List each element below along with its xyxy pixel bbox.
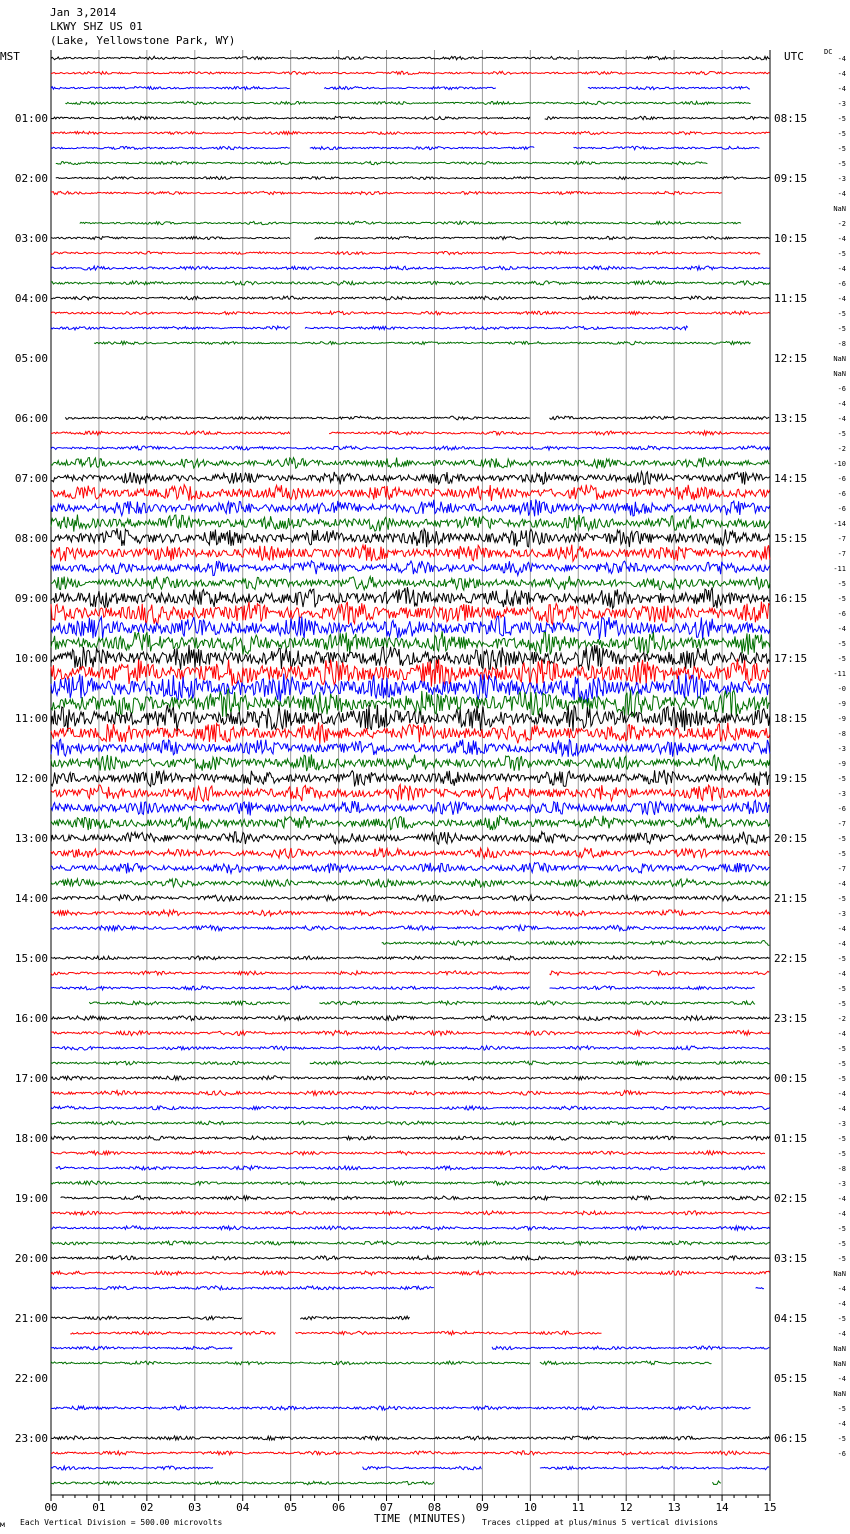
dc-offset-label: -4 — [837, 295, 846, 303]
seismic-trace — [51, 431, 290, 435]
dc-offset-label: -9 — [837, 700, 846, 708]
seismic-trace — [51, 1346, 232, 1349]
x-tick-label: 02 — [140, 1501, 154, 1514]
dc-offset-label: -2 — [837, 445, 846, 453]
hour-label-utc: 05:15 — [774, 1372, 808, 1385]
seismic-trace — [51, 1181, 770, 1185]
seismic-trace — [51, 863, 770, 874]
x-tick-label: 12 — [619, 1501, 633, 1514]
dc-offset-label: -4 — [837, 415, 846, 423]
seismic-trace — [51, 1046, 770, 1050]
hour-label-mst: 11:00 — [14, 712, 48, 725]
seismic-trace — [51, 86, 290, 89]
dc-offset-label: -4 — [837, 70, 846, 78]
seismic-trace — [51, 1151, 765, 1155]
hour-label-utc: 06:15 — [774, 1432, 808, 1445]
seismic-trace — [51, 739, 770, 756]
hour-label-mst: 03:00 — [14, 232, 48, 245]
dc-offset-label: -5 — [837, 640, 846, 648]
dc-offset-label: NaN — [833, 1345, 846, 1353]
seismic-trace — [65, 416, 529, 420]
hour-label-utc: 02:15 — [774, 1192, 808, 1205]
dc-offset-label: NaN — [833, 1390, 846, 1398]
hour-label-utc: 22:15 — [774, 952, 808, 965]
seismic-trace — [51, 458, 770, 469]
seismic-trace — [756, 1288, 764, 1289]
seismic-trace — [51, 1406, 751, 1410]
x-axis-title: TIME (MINUTES) — [374, 1512, 467, 1525]
seismic-trace — [51, 1451, 770, 1455]
seismic-trace — [51, 722, 770, 743]
dc-offset-label: -4 — [837, 1105, 846, 1113]
seismic-trace — [51, 754, 770, 771]
seismic-trace — [51, 236, 290, 239]
seismic-trace — [51, 1121, 770, 1125]
dc-offset-label: -5 — [837, 1150, 846, 1158]
hour-label-utc: 14:15 — [774, 472, 808, 485]
dc-offset-label: -5 — [837, 1000, 846, 1008]
hour-label-mst: 21:00 — [14, 1312, 48, 1325]
seismic-trace — [70, 1331, 275, 1335]
dc-offset-label: -4 — [837, 1420, 846, 1428]
hour-label-mst: 01:00 — [14, 112, 48, 125]
seismic-trace — [315, 236, 770, 239]
hour-label-mst: 19:00 — [14, 1192, 48, 1205]
dc-offset-label: -4 — [837, 1090, 846, 1098]
seismic-trace — [550, 416, 770, 420]
seismic-trace — [492, 1346, 769, 1350]
dc-offset-label: -5 — [837, 130, 846, 138]
hour-label-utc: 12:15 — [774, 352, 808, 365]
dc-offset-label: -8 — [837, 730, 846, 738]
hour-label-utc: 19:15 — [774, 772, 808, 785]
dc-offset-label: -5 — [837, 160, 846, 168]
x-tick-label: 06 — [331, 1501, 346, 1514]
seismic-trace — [51, 1211, 770, 1215]
hour-label-utc: 16:15 — [774, 592, 808, 605]
seismic-trace — [51, 472, 770, 485]
dc-offset-label: -3 — [837, 1120, 846, 1128]
hour-label-utc: 03:15 — [774, 1252, 808, 1265]
dc-offset-label: -0 — [837, 685, 846, 693]
hour-label-utc: 17:15 — [774, 652, 808, 665]
seismic-trace — [51, 616, 770, 640]
dc-offset-label: -4 — [837, 970, 846, 978]
dc-offset-label: -5 — [837, 430, 846, 438]
dc-offset-label: -5 — [837, 1225, 846, 1233]
dc-offset-label: -3 — [837, 100, 846, 108]
seismic-trace — [51, 266, 770, 270]
seismic-trace — [310, 1061, 770, 1065]
hour-label-utc: 10:15 — [774, 232, 808, 245]
dc-offset-label: -5 — [837, 835, 846, 843]
hour-label-mst: 15:00 — [14, 952, 48, 965]
dc-offset-label: -5 — [837, 1255, 846, 1263]
seismic-trace — [51, 879, 770, 888]
dc-offset-label: -3 — [837, 175, 846, 183]
hour-label-mst: 06:00 — [14, 412, 48, 425]
hour-label-mst: 08:00 — [14, 532, 48, 545]
hour-label-utc: 23:15 — [774, 1012, 808, 1025]
seismic-trace — [329, 431, 769, 435]
seismic-trace — [51, 576, 770, 590]
seismic-trace — [51, 602, 770, 625]
dc-offset-label: -5 — [837, 985, 846, 993]
hour-label-mst: 10:00 — [14, 652, 48, 665]
hour-label-mst: 02:00 — [14, 172, 48, 185]
seismic-trace — [51, 1136, 770, 1140]
chart-date: Jan 3,2014 — [50, 6, 117, 19]
dc-offset-label: -3 — [837, 745, 846, 753]
dc-offset-label: NaN — [833, 355, 846, 363]
station-location: (Lake, Yellowstone Park, WY) — [50, 34, 236, 47]
x-tick-label: 04 — [236, 1501, 250, 1514]
seismic-trace — [51, 956, 770, 960]
dc-offset-label: -7 — [837, 865, 846, 873]
dc-offset-label: -5 — [837, 655, 846, 663]
dc-offset-label: -7 — [837, 820, 846, 828]
seismic-trace — [51, 311, 770, 315]
dc-offset-label: -6 — [837, 475, 846, 483]
dc-offset-label: -5 — [837, 775, 846, 783]
hour-label-mst: 17:00 — [14, 1072, 48, 1085]
seismic-trace — [89, 1001, 289, 1005]
seismic-trace — [550, 971, 770, 975]
seismic-trace — [51, 645, 770, 671]
dc-offset-label: -4 — [837, 1300, 846, 1308]
seismic-trace — [51, 499, 770, 516]
hour-label-mst: 09:00 — [14, 592, 48, 605]
dc-offset-label: -5 — [837, 310, 846, 318]
hour-label-utc: 04:15 — [774, 1312, 808, 1325]
x-tick-label: 00 — [44, 1501, 58, 1514]
seismic-trace — [51, 1061, 290, 1065]
seismic-trace — [324, 86, 496, 89]
dc-offset-label: -6 — [837, 490, 846, 498]
dc-offset-label: -4 — [837, 190, 846, 198]
dc-offset-label: -4 — [837, 940, 846, 948]
seismic-trace — [51, 1076, 770, 1080]
dc-offset-label: -5 — [837, 250, 846, 258]
dc-offset-label: NaN — [833, 205, 846, 213]
dc-offset-label: -5 — [837, 325, 846, 333]
seismic-trace — [319, 1001, 755, 1005]
seismic-trace — [382, 941, 770, 946]
seismic-trace — [51, 56, 770, 59]
dc-offset-label: -11 — [833, 670, 846, 678]
dc-offset-label: -6 — [837, 1450, 846, 1458]
seismic-trace — [51, 131, 770, 134]
seismic-trace — [61, 1196, 770, 1200]
seismic-trace — [51, 815, 770, 830]
dc-offset-label: -6 — [837, 385, 846, 393]
seismic-trace — [51, 1256, 770, 1260]
dc-offset-label: -4 — [837, 1375, 846, 1383]
x-tick-label: 10 — [523, 1501, 537, 1514]
hour-label-mst: 13:00 — [14, 832, 48, 845]
seismic-trace — [310, 147, 534, 150]
dc-offset-label: -5 — [837, 1240, 846, 1248]
dc-offset-label: -2 — [837, 220, 846, 228]
seismic-trace — [574, 146, 760, 149]
dc-offset-label: -3 — [837, 910, 846, 918]
vertical-scale-note: Each Vertical Division = 500.00 microvolts — [20, 1518, 223, 1527]
seismic-trace — [51, 784, 770, 801]
seismic-trace — [51, 800, 770, 815]
hour-label-utc: 18:15 — [774, 712, 808, 725]
dc-offset-label: -4 — [837, 85, 846, 93]
hour-label-mst: 05:00 — [14, 352, 48, 365]
left-timezone-label: MST — [0, 50, 20, 63]
seismic-trace — [51, 326, 290, 330]
dc-offset-label: -5 — [837, 1075, 846, 1083]
dc-offset-label: -8 — [837, 1165, 846, 1173]
x-tick-label: 07 — [379, 1501, 394, 1514]
x-tick-label: 13 — [667, 1501, 681, 1514]
dc-offset-label: -5 — [837, 850, 846, 858]
dc-offset-label: -5 — [837, 1060, 846, 1068]
hour-label-mst: 20:00 — [14, 1252, 48, 1265]
hour-label-mst: 18:00 — [14, 1132, 48, 1145]
seismic-trace — [51, 545, 770, 562]
dc-offset-label: -5 — [837, 1135, 846, 1143]
dc-offset-label: -5 — [837, 955, 846, 963]
hour-label-utc: 21:15 — [774, 892, 808, 905]
dc-offset-label: -9 — [837, 715, 846, 723]
seismic-trace — [51, 1031, 770, 1036]
hour-label-mst: 22:00 — [14, 1372, 48, 1385]
seismic-trace — [51, 561, 770, 576]
seismic-trace — [51, 848, 770, 858]
seismic-trace — [80, 221, 741, 224]
seismic-trace — [51, 485, 770, 501]
dc-offset-label: -6 — [837, 610, 846, 618]
x-tick-label: 03 — [188, 1501, 202, 1514]
seismic-trace — [51, 925, 765, 931]
hour-label-utc: 20:15 — [774, 832, 808, 845]
dc-offset-label: -4 — [837, 235, 846, 243]
seismic-trace — [51, 1091, 770, 1096]
seismic-trace — [588, 87, 750, 90]
hour-label-utc: 00:15 — [774, 1072, 808, 1085]
seismic-trace — [363, 1466, 482, 1469]
seismic-trace — [51, 770, 770, 787]
clip-note: Traces clipped at plus/minus 5 vertical divisions — [482, 1518, 719, 1527]
hour-label-utc: 11:15 — [774, 292, 808, 305]
dc-offset-label: -5 — [837, 145, 846, 153]
dc-label: DC — [824, 48, 833, 56]
hour-label-utc: 13:15 — [774, 412, 808, 425]
dc-offset-label: -11 — [833, 565, 846, 573]
dc-offset-label: -6 — [837, 280, 846, 288]
dc-offset-label: -4 — [837, 925, 846, 933]
dc-offset-label: NaN — [833, 1270, 846, 1278]
seismic-trace — [51, 587, 770, 608]
seismic-trace — [51, 1271, 770, 1275]
seismic-trace — [51, 528, 770, 547]
dc-offset-label: -4 — [837, 55, 846, 63]
hour-label-utc: 09:15 — [774, 172, 808, 185]
dc-offset-label: -4 — [837, 400, 846, 408]
hour-label-mst: 12:00 — [14, 772, 48, 785]
seismic-trace — [300, 1316, 409, 1320]
dc-offset-label: -6 — [837, 805, 846, 813]
dc-offset-label: -4 — [837, 1030, 846, 1038]
seismic-trace — [94, 341, 750, 345]
seismic-trace — [51, 832, 770, 845]
dc-offset-label: -4 — [837, 265, 846, 273]
x-tick-label: 14 — [715, 1501, 729, 1514]
x-tick-label: 05 — [284, 1501, 298, 1514]
dc-offset-label: NaN — [833, 1360, 846, 1368]
station-code: LKWY SHZ US 01 — [50, 20, 143, 33]
dc-offset-label: -5 — [837, 580, 846, 588]
dc-offset-label: -4 — [837, 880, 846, 888]
seismic-trace — [296, 1331, 602, 1335]
dc-offset-label: -4 — [837, 625, 846, 633]
hour-label-utc: 08:15 — [774, 112, 808, 125]
hour-label-mst: 23:00 — [14, 1432, 48, 1445]
x-tick-label: 09 — [475, 1501, 490, 1514]
seismic-trace — [51, 1106, 770, 1110]
footer-mark: м — [0, 1520, 5, 1529]
x-tick-label: 15 — [763, 1501, 777, 1514]
dc-offset-label: -5 — [837, 1045, 846, 1053]
seismic-trace — [51, 1466, 213, 1470]
dc-offset-label: -5 — [837, 895, 846, 903]
seismic-trace — [51, 705, 770, 732]
hour-label-utc: 15:15 — [774, 532, 808, 545]
x-tick-label: 08 — [427, 1501, 442, 1514]
dc-offset-label: -3 — [837, 1180, 846, 1188]
dc-offset-label: -2 — [837, 1015, 846, 1023]
dc-offset-label: -4 — [837, 1330, 846, 1338]
seismic-trace — [51, 1241, 770, 1245]
dc-offset-label: -10 — [833, 460, 846, 468]
dc-offset-label: -5 — [837, 1315, 846, 1323]
dc-offset-label: -5 — [837, 1435, 846, 1443]
hour-label-utc: 01:15 — [774, 1132, 808, 1145]
dc-offset-label: -3 — [837, 790, 846, 798]
dc-offset-label: -7 — [837, 535, 846, 543]
dc-offset-label: NaN — [833, 370, 846, 378]
seismic-trace — [65, 101, 750, 104]
seismic-trace — [713, 1481, 721, 1485]
seismic-trace — [305, 326, 688, 330]
seismic-trace — [51, 1016, 770, 1021]
dc-offset-label: -9 — [837, 760, 846, 768]
dc-offset-label: -4 — [837, 1195, 846, 1203]
dc-offset-label: -5 — [837, 1405, 846, 1413]
seismic-trace — [51, 1226, 770, 1230]
seismic-trace — [56, 1166, 765, 1170]
right-timezone-label: UTC — [784, 50, 804, 63]
seismic-trace — [550, 986, 755, 990]
dc-offset-label: -14 — [833, 520, 846, 528]
hour-label-mst: 14:00 — [14, 892, 48, 905]
seismic-trace — [51, 296, 770, 300]
seismic-trace — [51, 71, 770, 74]
seismic-trace — [51, 515, 770, 532]
seismic-trace — [56, 177, 770, 180]
seismic-trace — [51, 895, 770, 901]
dc-offset-label: -5 — [837, 115, 846, 123]
dc-offset-label: -8 — [837, 340, 846, 348]
seismic-trace — [540, 1466, 769, 1469]
hour-label-mst: 04:00 — [14, 292, 48, 305]
seismic-trace — [51, 910, 770, 916]
seismic-trace — [51, 281, 770, 285]
x-tick-label: 01 — [92, 1501, 106, 1514]
dc-offset-label: -4 — [837, 1210, 846, 1218]
seismic-trace — [51, 251, 760, 254]
seismic-trace — [51, 1436, 770, 1440]
dc-offset-label: -5 — [837, 595, 846, 603]
dc-offset-label: -7 — [837, 550, 846, 558]
hour-label-mst: 07:00 — [14, 472, 48, 485]
seismic-trace — [56, 161, 708, 164]
seismic-trace — [51, 146, 290, 149]
seismic-trace — [51, 631, 770, 654]
seismic-trace — [51, 446, 770, 450]
hour-label-mst: 16:00 — [14, 1012, 48, 1025]
x-tick-label: 11 — [571, 1501, 585, 1514]
dc-offset-label: -6 — [837, 505, 846, 513]
dc-offset-label: -4 — [837, 1285, 846, 1293]
